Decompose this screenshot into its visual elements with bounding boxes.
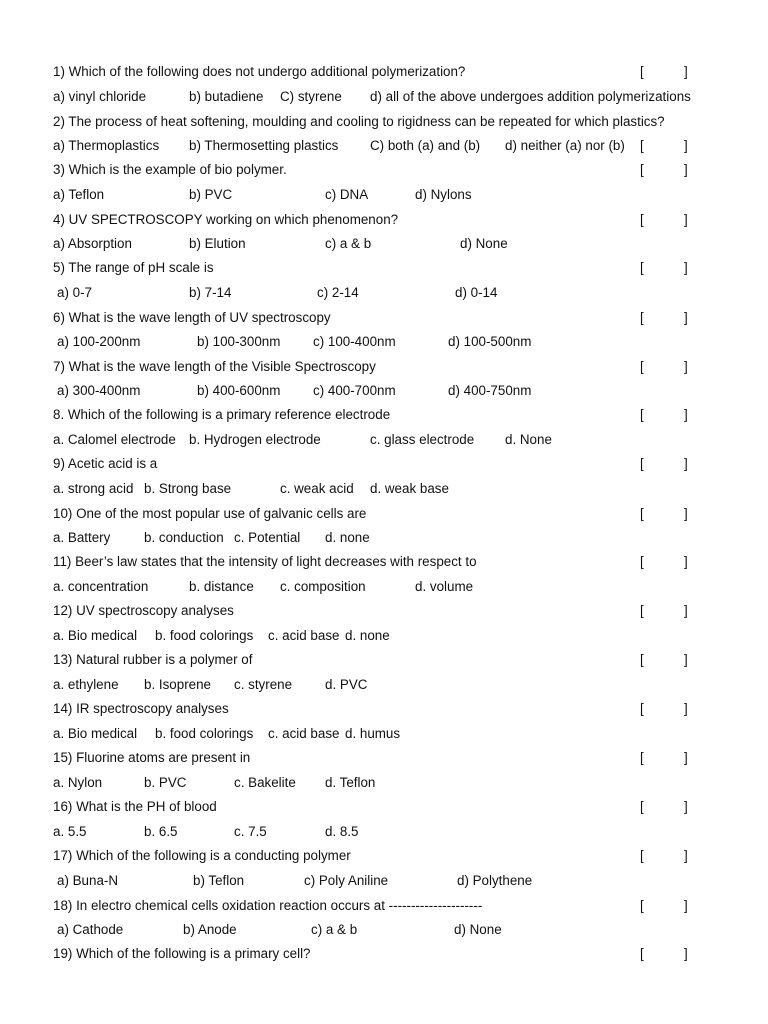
option-c: c. acid base <box>268 726 340 741</box>
option-d: d) None <box>460 236 508 251</box>
option-a: a) Cathode <box>57 922 124 937</box>
option-d: d. 8.5 <box>325 824 359 839</box>
option-b: b. Isoprene <box>144 677 211 692</box>
option-b: b) Elution <box>189 236 246 251</box>
option-c: c) Poly Aniline <box>304 873 389 888</box>
question-row <box>0 112 768 132</box>
answer-bracket-close: ] <box>684 554 688 569</box>
option-d: d. PVC <box>325 677 368 692</box>
option-d: d. humus <box>345 726 401 741</box>
option-b: b. food colorings <box>155 726 254 741</box>
option-a: a. ethylene <box>53 677 119 692</box>
question-row <box>0 601 768 621</box>
question-row <box>0 258 768 278</box>
option-a: a. concentration <box>53 579 149 594</box>
option-a: a. Calomel electrode <box>53 432 176 447</box>
question-text: 6) What is the wave length of UV spectroscopy <box>53 310 331 325</box>
options-row <box>0 381 768 401</box>
answer-bracket-close: ] <box>684 359 688 374</box>
options-row <box>0 332 768 352</box>
answer-bracket-open: [ <box>640 554 644 569</box>
option-b: b) 7-14 <box>189 285 232 300</box>
option-a: a. Bio medical <box>53 628 138 643</box>
option-b: b) Thermosetting plastics <box>189 138 339 153</box>
question-text: 10) One of the most popular use of galvanic cells are <box>53 506 367 521</box>
option-a: a) 100-200nm <box>57 334 141 349</box>
options-row <box>0 430 768 450</box>
options-row <box>0 871 768 891</box>
answer-bracket-close: ] <box>684 750 688 765</box>
option-c: c. styrene <box>234 677 293 692</box>
question-row <box>0 896 768 916</box>
answer-bracket-open: [ <box>640 603 644 618</box>
option-c: c. 7.5 <box>234 824 267 839</box>
option-b: b. Hydrogen electrode <box>189 432 321 447</box>
option-b: b. conduction <box>144 530 224 545</box>
question-row <box>0 357 768 377</box>
option-a: a. Battery <box>53 530 111 545</box>
answer-bracket-open: [ <box>640 162 644 177</box>
option-c: c. acid base <box>268 628 340 643</box>
question-row <box>0 504 768 524</box>
question-row <box>0 308 768 328</box>
option-c: C) styrene <box>280 89 342 104</box>
answer-bracket-close: ] <box>684 506 688 521</box>
answer-bracket-open: [ <box>640 359 644 374</box>
question-text: 3) Which is the example of bio polymer. <box>53 162 287 177</box>
options-row <box>0 822 768 842</box>
question-row <box>0 944 768 964</box>
answer-bracket-close: ] <box>684 456 688 471</box>
answer-bracket-close: ] <box>684 138 688 153</box>
option-a: a. strong acid <box>53 481 134 496</box>
option-d: d) 0-14 <box>455 285 498 300</box>
options-row <box>0 626 768 646</box>
question-text: 18) In electro chemical cells oxidation reaction occurs at --------------------- <box>53 898 483 913</box>
question-text: 8. Which of the following is a primary reference electrode <box>53 407 391 422</box>
option-c: c) 400-700nm <box>313 383 396 398</box>
answer-bracket-open: [ <box>640 898 644 913</box>
options-row <box>0 920 768 940</box>
question-row <box>0 454 768 474</box>
question-row <box>0 797 768 817</box>
options-row <box>0 675 768 695</box>
answer-bracket-open: [ <box>640 310 644 325</box>
answer-bracket-open: [ <box>640 506 644 521</box>
answer-bracket-open: [ <box>640 848 644 863</box>
answer-bracket-open: [ <box>640 652 644 667</box>
option-d: d) Polythene <box>457 873 533 888</box>
option-b: b. food colorings <box>155 628 254 643</box>
option-d: d) 100-500nm <box>448 334 532 349</box>
option-c: c) 100-400nm <box>313 334 396 349</box>
option-a: a. Nylon <box>53 775 103 790</box>
answer-bracket-close: ] <box>684 407 688 422</box>
option-c: C) both (a) and (b) <box>370 138 481 153</box>
answer-bracket-close: ] <box>684 799 688 814</box>
answer-bracket-close: ] <box>684 162 688 177</box>
options-row <box>0 479 768 499</box>
question-text: 15) Fluorine atoms are present in <box>53 750 251 765</box>
option-a: a) Buna-N <box>57 873 119 888</box>
options-row <box>0 283 768 303</box>
question-text: 11) Beer’s law states that the intensity of light decreases with respect to <box>53 554 477 569</box>
option-d: d. volume <box>415 579 474 594</box>
question-text: 4) UV SPECTROSCOPY working on which phenomenon? <box>53 212 399 227</box>
answer-bracket-close: ] <box>684 603 688 618</box>
option-a: a) vinyl chloride <box>53 89 147 104</box>
answer-bracket-close: ] <box>684 848 688 863</box>
option-a: a. 5.5 <box>53 824 87 839</box>
option-b: b) 100-300nm <box>197 334 281 349</box>
option-a: a) 0-7 <box>57 285 92 300</box>
question-text: 5) The range of pH scale is <box>53 260 214 275</box>
question-text: 1) Which of the following does not undergo additional polymerization? <box>53 64 466 79</box>
option-d: d. Teflon <box>325 775 376 790</box>
answer-bracket-open: [ <box>640 260 644 275</box>
options-row <box>0 724 768 744</box>
option-b: b) butadiene <box>189 89 264 104</box>
question-row <box>0 699 768 719</box>
question-row <box>0 552 768 572</box>
options-row <box>0 136 768 156</box>
option-b: b. Strong base <box>144 481 232 496</box>
option-b: b) Teflon <box>193 873 245 888</box>
option-b: b) 400-600nm <box>197 383 281 398</box>
answer-bracket-open: [ <box>640 138 644 153</box>
answer-bracket-open: [ <box>640 946 644 961</box>
option-d: d) None <box>454 922 502 937</box>
question-row <box>0 650 768 670</box>
question-text: 19) Which of the following is a primary cell? <box>53 946 311 961</box>
option-d: d) 400-750nm <box>448 383 532 398</box>
options-row <box>0 87 768 107</box>
option-a: a) Thermoplastics <box>53 138 160 153</box>
option-c: c. Bakelite <box>234 775 296 790</box>
option-c: c) DNA <box>325 187 369 202</box>
answer-bracket-open: [ <box>640 456 644 471</box>
option-c: c. composition <box>280 579 366 594</box>
option-d: d. none <box>345 628 390 643</box>
option-d: d. weak base <box>370 481 449 496</box>
question-text: 16) What is the PH of blood <box>53 799 217 814</box>
option-a: a) 300-400nm <box>57 383 141 398</box>
answer-bracket-close: ] <box>684 652 688 667</box>
options-row <box>0 577 768 597</box>
question-row <box>0 160 768 180</box>
answer-bracket-open: [ <box>640 212 644 227</box>
answer-bracket-close: ] <box>684 946 688 961</box>
option-a: a) Teflon <box>53 187 105 202</box>
answer-bracket-close: ] <box>684 260 688 275</box>
answer-bracket-close: ] <box>684 212 688 227</box>
option-c: c) a & b <box>311 922 358 937</box>
option-c: c. glass electrode <box>370 432 475 447</box>
question-row <box>0 846 768 866</box>
question-row <box>0 210 768 230</box>
question-row <box>0 62 768 82</box>
option-d: d) all of the above undergoes addition polymerizations <box>370 89 691 104</box>
answer-bracket-open: [ <box>640 64 644 79</box>
question-row <box>0 748 768 768</box>
question-row <box>0 405 768 425</box>
options-row <box>0 773 768 793</box>
question-text: 12) UV spectroscopy analyses <box>53 603 234 618</box>
option-a: a. Bio medical <box>53 726 138 741</box>
option-a: a) Absorption <box>53 236 132 251</box>
answer-bracket-open: [ <box>640 701 644 716</box>
question-text: 14) IR spectroscopy analyses <box>53 701 229 716</box>
options-row <box>0 234 768 254</box>
option-d: d. None <box>505 432 552 447</box>
option-b: b) Anode <box>183 922 237 937</box>
option-c: c) a & b <box>325 236 372 251</box>
answer-bracket-open: [ <box>640 407 644 422</box>
option-c: c. Potential <box>234 530 301 545</box>
option-b: b. PVC <box>144 775 187 790</box>
options-row <box>0 528 768 548</box>
answer-bracket-open: [ <box>640 750 644 765</box>
answer-bracket-close: ] <box>684 310 688 325</box>
answer-bracket-close: ] <box>684 64 688 79</box>
question-text: 7) What is the wave length of the Visible Spectroscopy <box>53 359 376 374</box>
option-c: c. weak acid <box>280 481 354 496</box>
option-b: b. 6.5 <box>144 824 178 839</box>
option-d: d) neither (a) nor (b) <box>505 138 625 153</box>
answer-bracket-close: ] <box>684 898 688 913</box>
option-c: c) 2-14 <box>317 285 359 300</box>
option-d: d) Nylons <box>415 187 472 202</box>
question-text: 9) Acetic acid is a <box>53 456 158 471</box>
answer-bracket-open: [ <box>640 799 644 814</box>
options-row <box>0 185 768 205</box>
question-text: 17) Which of the following is a conducting polymer <box>53 848 351 863</box>
option-b: b) PVC <box>189 187 233 202</box>
answer-bracket-close: ] <box>684 701 688 716</box>
option-b: b. distance <box>189 579 254 594</box>
question-text: 2) The process of heat softening, moulding and cooling to rigidness can be repeated for which plastics? <box>53 114 665 129</box>
question-text: 13) Natural rubber is a polymer of <box>53 652 253 667</box>
option-d: d. none <box>325 530 370 545</box>
